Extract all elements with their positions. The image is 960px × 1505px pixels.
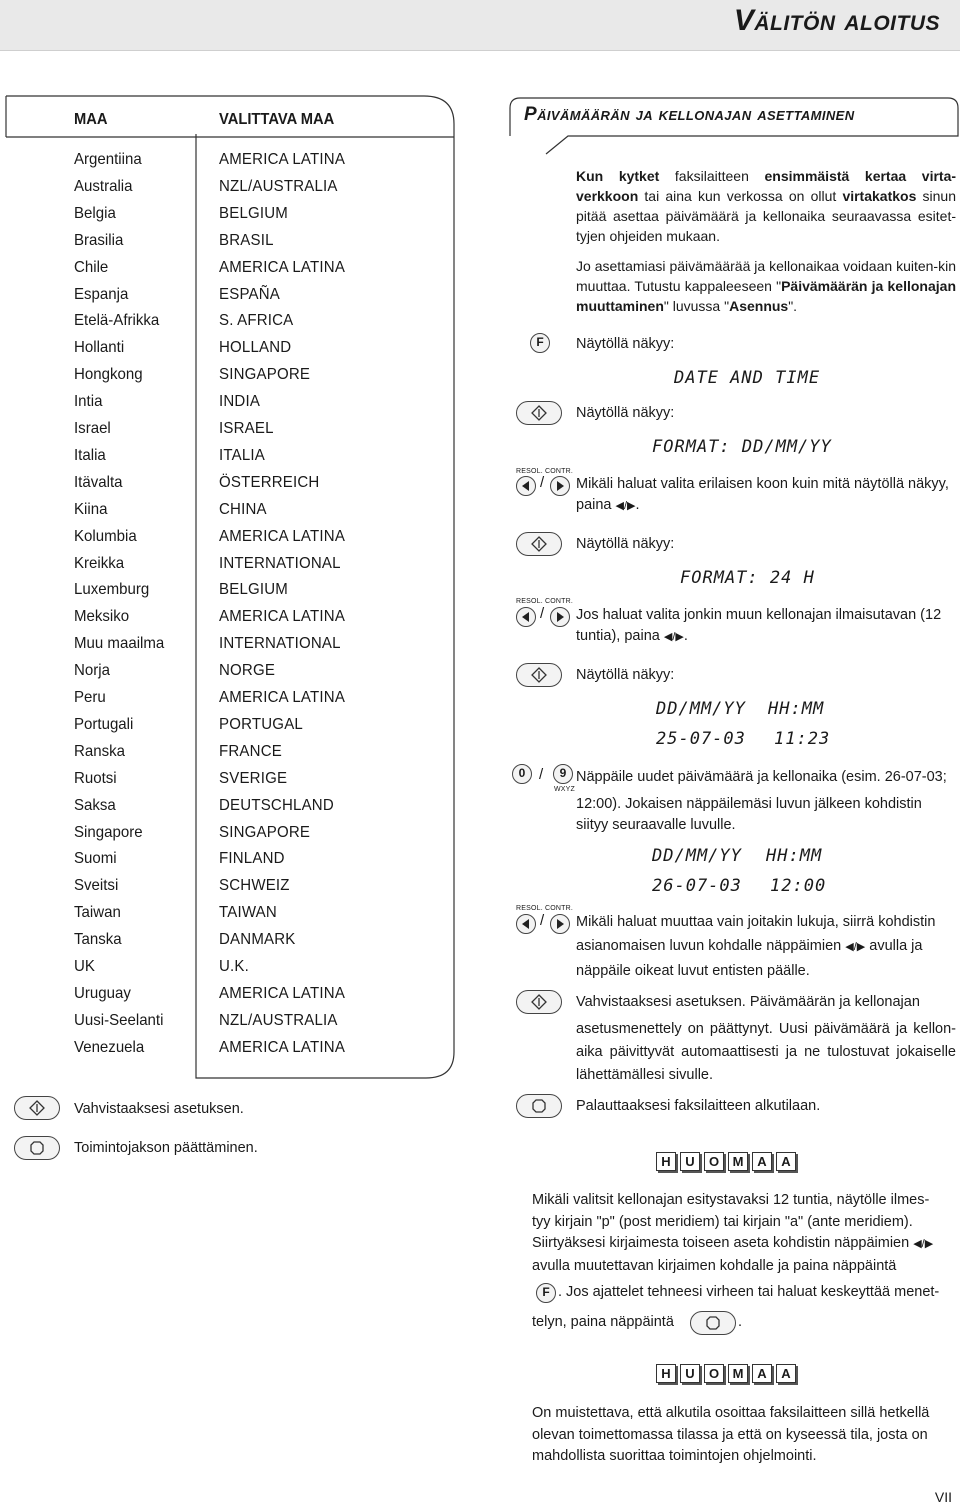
- start-key-icon: [516, 401, 562, 425]
- table-cell-country: Kreikka: [74, 554, 125, 572]
- start-key-icon: [516, 663, 562, 687]
- table-cell-setting: S. AFRICA: [219, 312, 294, 330]
- table-cell-country: Hongkong: [74, 366, 143, 384]
- display-shows-label-1: Näytöllä näkyy:: [576, 336, 675, 352]
- contr-label: CONTR.: [545, 468, 574, 475]
- table-cell-setting: AMERICA LATINA: [219, 151, 346, 168]
- page-number: VII: [934, 1489, 952, 1505]
- table-cell-country: Ranska: [74, 742, 125, 760]
- intro2-text-c: " luvussa ": [663, 298, 730, 314]
- intro2-bold-b: Päivämäärän ja kellonajan muuttaminen: [576, 278, 956, 314]
- note1-text-e: .: [738, 1314, 743, 1330]
- table-cell-setting: AMERICA LATINA: [219, 984, 346, 1002]
- table-cell-setting: AMERICA LATINA: [219, 527, 346, 545]
- left-right-arrows-icon: ◀/▶: [663, 631, 684, 643]
- table-cell-country: Saksa: [74, 796, 116, 814]
- table-cell-country: Brasilia: [74, 231, 124, 249]
- table-cell-country: Hollanti: [74, 339, 125, 357]
- intro2-text-e: ".: [788, 298, 798, 314]
- note-letter: A: [776, 1152, 796, 1171]
- table-cell-country: Peru: [74, 689, 106, 706]
- intro-paragraph-2: [576, 256, 956, 316]
- table-cell-setting: DANMARK: [219, 931, 296, 949]
- table-cell-setting: ESPAÑA: [219, 285, 281, 303]
- table-cell-setting: TAIWAN: [219, 904, 277, 922]
- slash-separator: /: [540, 912, 545, 929]
- confirm-step-b: asetusmenettely on päättynyt. Uusi päivämäärä ja kellon-aika päivittyvät automaattisesti ja ne tulostuvat jokaiselle lähettämällesi sivulle.: [576, 1021, 956, 1083]
- edit-text-c: avulla ja: [869, 938, 923, 954]
- table-cell-country: Kolumbia: [74, 527, 137, 545]
- table-cell-setting: SINGAPORE: [219, 366, 311, 384]
- table-cell-setting: BRASIL: [219, 231, 274, 249]
- table-cell-setting: AMERICA LATINA: [219, 608, 346, 626]
- display-shows-label-4: Näytöllä näkyy:: [576, 667, 675, 683]
- right-arrow-key-icon: [550, 607, 570, 627]
- table-cell-country: Sveitsi: [74, 877, 119, 895]
- table-cell-country: Portugali: [74, 715, 134, 733]
- stop-key-icon: [516, 1094, 562, 1118]
- resol-label: RESOL.: [516, 905, 543, 912]
- table-cell-country: Etelä-Afrikka: [74, 312, 160, 330]
- table-cell-setting: FINLAND: [219, 850, 285, 868]
- note-letter: O: [704, 1152, 724, 1171]
- edit-text-d: näppäile oikeat luvut entisten päälle.: [576, 963, 810, 979]
- note-letter: O: [704, 1364, 724, 1383]
- intro-text-3: sinun pitää asettaa päivämäärä ja kellonaika seuraavassa esitet-tyjen ohjeiden mukaan.: [576, 188, 956, 244]
- note1-text-c: . Jos ajattelet tehneesi virheen tai haluat keskeyttää menet-: [558, 1284, 940, 1300]
- table-cell-setting: SINGAPORE: [219, 823, 311, 841]
- intro2-text-a: Jo asettamiasi päivämäärää ja kellonaikaa voidaan kuiten-kin muuttaa. Tutustu kappaleeseen ": [576, 258, 956, 294]
- lcd-format-date: FORMAT: DD/MM/YY: [652, 437, 832, 457]
- note-2-text: On muistettava, että alkutila osoittaa faksilaitteen sillä hetkellä olevan toimettomassa tilassa ja että on kyseessä tila, josta on mahdollista suorittaa toimintojen ohjelmointi.: [532, 1405, 930, 1464]
- f-key-icon: F: [536, 1283, 556, 1303]
- resol-label: RESOL.: [516, 598, 543, 605]
- lcd-time-value: 11:23: [774, 729, 831, 749]
- table-cell-country: Muu maailma: [74, 635, 165, 653]
- left-right-arrows-icon: ◀/▶: [913, 1238, 934, 1250]
- display-shows-label-2: Näytöllä näkyy:: [576, 405, 675, 421]
- left-right-arrows-icon: ◀/▶: [845, 941, 866, 953]
- table-cell-setting: ÖSTERREICH: [219, 473, 320, 491]
- contr-label: CONTR.: [545, 598, 574, 605]
- table-cell-setting: PORTUGAL: [219, 715, 303, 733]
- page-title: Välitön aloitus: [733, 4, 940, 37]
- table-cell-country: Italia: [74, 446, 106, 464]
- table-cell-country: Tanska: [74, 931, 122, 949]
- lcd-date-value: 25-07-03: [656, 729, 746, 749]
- start-key-icon: [516, 990, 562, 1014]
- note-heading-2: [656, 1364, 796, 1383]
- table-cell-country: Argentiina: [74, 151, 142, 168]
- table-cell-country: Espanja: [74, 285, 129, 303]
- note-1-text: [532, 1190, 942, 1277]
- edit-text-b: asianomaisen luvun kohdalle näppäimien: [576, 938, 842, 954]
- start-key-icon: [14, 1096, 60, 1120]
- table-cell-country: Singapore: [74, 823, 143, 841]
- lcd-date-value-2: 26-07-03: [652, 876, 742, 896]
- lcd-time-header-2: HH:MM: [766, 846, 823, 866]
- clock-text-a: Jos haluat valita jonkin muun kellonajan ilmaisutavan (12: [576, 607, 942, 623]
- confirm-step-a: Vahvistaaksesi asetuksen. Päivämäärän ja kellonajan: [576, 994, 920, 1010]
- table-cell-setting: BELGIUM: [219, 581, 289, 599]
- note-letter: M: [728, 1152, 748, 1171]
- zero-key-icon: 0: [512, 764, 532, 784]
- table-cell-country: Australia: [74, 177, 133, 195]
- left-arrow-key-icon: [516, 914, 536, 934]
- resol-label: RESOL.: [516, 468, 543, 475]
- table-cell-country: Chile: [74, 258, 109, 276]
- slash-separator: /: [540, 605, 545, 622]
- stop-key-icon: [14, 1136, 60, 1160]
- column-header-setting: VALITTAVA MAA: [219, 111, 335, 128]
- left-right-arrows-icon: ◀/▶: [615, 500, 636, 512]
- edit-text-a: Mikäli haluat muuttaa vain joitakin lukuja, siirrä kohdistin: [576, 914, 936, 930]
- note-letter: M: [728, 1364, 748, 1383]
- table-cell-setting: AMERICA LATINA: [219, 689, 346, 706]
- note1-text-d: telyn, paina näppäintä: [532, 1314, 674, 1330]
- table-cell-setting: BELGIUM: [219, 204, 289, 222]
- lcd-date-header: DD/MM/YY: [656, 699, 746, 719]
- column-header-country: MAA: [74, 111, 108, 128]
- table-cell-setting: NZL/AUSTRALIA: [219, 177, 338, 195]
- note-letter: H: [656, 1152, 676, 1171]
- table-cell-setting: INDIA: [219, 393, 261, 411]
- lcd-date-and-time: DATE AND TIME: [674, 368, 821, 388]
- edit-instruction: [576, 910, 956, 983]
- stop-key-icon: [690, 1311, 736, 1335]
- table-cell-country: Belgia: [74, 204, 116, 222]
- contr-label: CONTR.: [545, 905, 574, 912]
- display-shows-label-3: Näytöllä näkyy:: [576, 536, 675, 552]
- intro-outage: virtakatkos: [842, 188, 917, 204]
- table-cell-setting: ISRAEL: [219, 420, 274, 437]
- format-text-b: paina: [576, 497, 612, 513]
- table-cell-setting: AMERICA LATINA: [219, 1038, 346, 1056]
- table-cell-country: Luxemburg: [74, 581, 150, 599]
- table-cell-setting: NZL/AUSTRALIA: [219, 1011, 338, 1029]
- note-letter: A: [752, 1152, 772, 1171]
- table-cell-setting: INTERNATIONAL: [219, 554, 341, 572]
- intro2-bold-d: Asennus: [729, 298, 789, 314]
- table-cell-country: Meksiko: [74, 608, 130, 626]
- right-arrow-key-icon: [550, 476, 570, 496]
- note1-text-b: avulla muutettavan kirjaimen kohdalle ja paina näppäintä: [532, 1257, 897, 1274]
- table-cell-country: Israel: [74, 420, 111, 437]
- table-cell-setting: AMERICA LATINA: [219, 258, 346, 276]
- format-instruction: Mikäli haluat valita erilaisen koon kuin mitä näytöllä näkyy, paina ◀/▶.: [576, 476, 949, 513]
- end-instruction: Toimintojakson päättäminen.: [74, 1140, 258, 1156]
- left-arrow-key-icon: [516, 476, 536, 496]
- clock-text-b: tuntia), paina: [576, 628, 660, 644]
- right-arrow-key-icon: [550, 914, 570, 934]
- section-title: Päivämäärän ja kellonajan asettaminen: [524, 104, 855, 125]
- note-letter: H: [656, 1364, 676, 1383]
- table-cell-setting: ITALIA: [219, 446, 265, 464]
- table-cell-setting: U.K.: [219, 958, 250, 975]
- table-cell-setting: FRANCE: [219, 742, 282, 760]
- note-letter: U: [680, 1152, 700, 1171]
- table-cell-country: Taiwan: [74, 904, 121, 922]
- confirm-instruction: Vahvistaaksesi asetuksen.: [74, 1101, 244, 1117]
- table-cell-country: Itävalta: [74, 473, 123, 491]
- start-key-icon: [516, 532, 562, 556]
- clock-instruction: Jos haluat valita jonkin muun kellonajan ilmaisutavan (12 tuntia), paina ◀/▶.: [576, 607, 942, 644]
- slash-separator: /: [539, 766, 544, 783]
- intro-kytket: Kun kytket: [576, 168, 660, 184]
- lcd-format-24h: FORMAT: 24 H: [680, 568, 815, 588]
- lcd-time-header: HH:MM: [768, 699, 825, 719]
- lcd-date-header-2: DD/MM/YY: [652, 846, 742, 866]
- intro-text-1: faksilaitteen: [674, 168, 749, 184]
- lcd-time-value-2: 12:00: [770, 876, 827, 896]
- digits-instruction-b: 12:00). Jokaisen näppäilemäsi luvun jälkeen kohdistin siityy seuraavalle luvulle.: [576, 796, 922, 833]
- table-cell-setting: CHINA: [219, 500, 267, 518]
- table-cell-setting: SVERIGE: [219, 769, 288, 787]
- intro-first: ensimmäistä kertaa virta-verkkoon: [576, 168, 957, 204]
- format-text-a: Mikäli haluat valita erilaisen koon kuin mitä näytöllä näkyy,: [576, 476, 949, 492]
- intro-text-2: tai aina kun verkossa on ollut: [644, 188, 837, 204]
- stop-step: Palauttaaksesi faksilaitteen alkutilaan.: [576, 1098, 821, 1114]
- note1-text-a: Mikäli valitsit kellonajan esitystavaksi 12 tuntia, näytölle ilmes-tyy kirjain "p" (post meridiem) tai kirjain "a" (ante meridiem). Siirtyäksesi kirjaimesta toiseen aseta kohdistin näppäimien: [532, 1192, 930, 1251]
- table-cell-country: UK: [74, 958, 95, 975]
- table-cell-setting: INTERNATIONAL: [219, 635, 341, 653]
- note-heading-1: [656, 1152, 796, 1171]
- table-cell-setting: HOLLAND: [219, 339, 292, 357]
- table-cell-setting: SCHWEIZ: [219, 877, 290, 895]
- table-cell-country: Ruotsi: [74, 769, 117, 787]
- table-cell-setting: NORGE: [219, 662, 276, 680]
- digits-instruction-a: Näppäile uudet päivämäärä ja kellonaika (esim. 26-07-03;: [576, 769, 947, 785]
- table-cell-country: Kiina: [74, 500, 108, 518]
- left-arrow-key-icon: [516, 607, 536, 627]
- table-cell-country: Uruguay: [74, 984, 131, 1002]
- note-letter: U: [680, 1364, 700, 1383]
- intro-paragraph: [576, 166, 956, 246]
- f-key-icon: F: [530, 333, 550, 353]
- table-cell-country: Uusi-Seelanti: [74, 1011, 164, 1029]
- note-letter: A: [776, 1364, 796, 1383]
- table-cell-country: Norja: [74, 662, 110, 680]
- slash-separator: /: [540, 474, 545, 491]
- table-cell-country: Venezuela: [74, 1038, 145, 1056]
- nine-key-icon: 9: [553, 764, 573, 784]
- wxyz-label: WXYZ: [554, 786, 576, 793]
- note-letter: A: [752, 1364, 772, 1383]
- table-cell-country: Intia: [74, 393, 103, 411]
- table-cell-country: Suomi: [74, 850, 117, 868]
- table-cell-setting: DEUTSCHLAND: [219, 796, 334, 814]
